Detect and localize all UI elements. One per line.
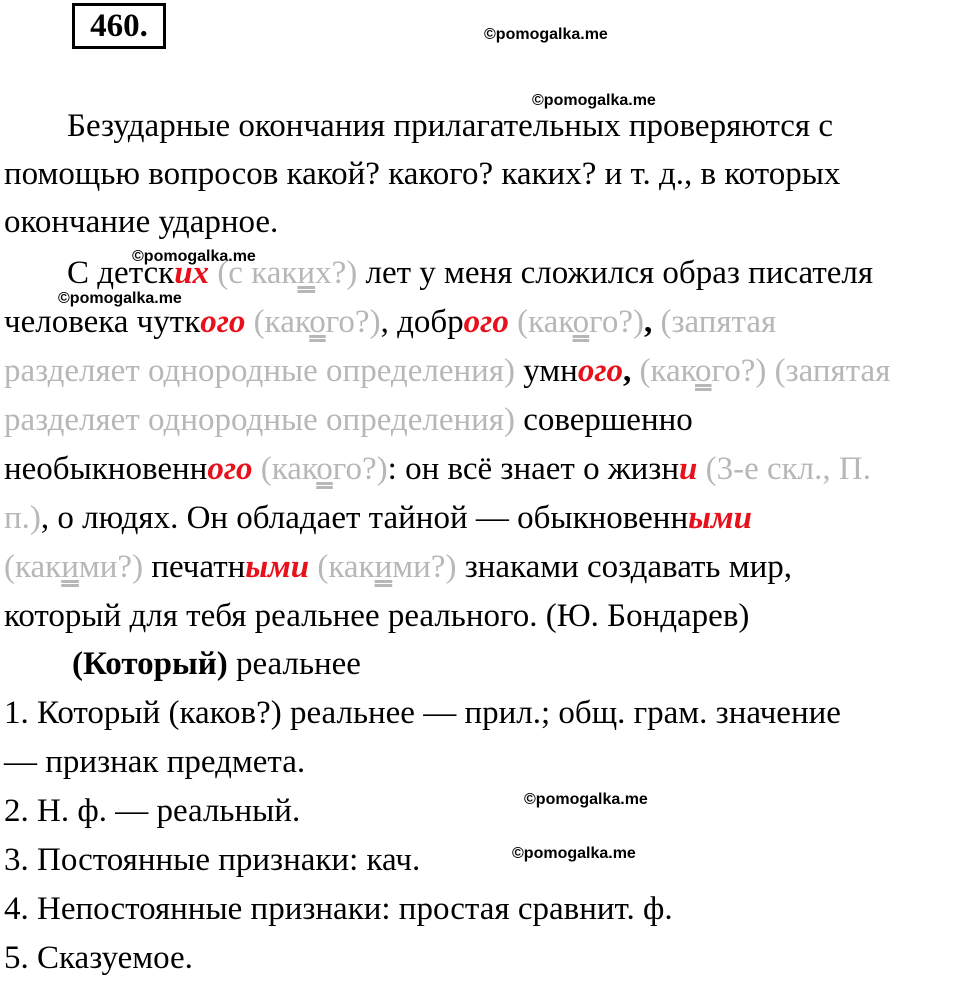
- text: : он всё знает о жизн: [387, 451, 679, 487]
- ending: ого: [577, 353, 624, 389]
- ending: ыми: [245, 549, 310, 585]
- text-line: [4, 450, 871, 488]
- comma: ,: [623, 353, 632, 389]
- analysis-heading: [72, 645, 361, 683]
- hint: (с каких?): [217, 255, 358, 291]
- analysis-item: 2. Н. ф. — реальный.: [4, 793, 301, 829]
- text-line: [4, 352, 890, 390]
- analysis-item: — признак предмета.: [4, 744, 306, 780]
- text-line: [4, 499, 752, 537]
- text: умн: [523, 353, 578, 389]
- text: С детск: [67, 255, 175, 291]
- hint: разделяет однородные определения): [4, 402, 515, 438]
- analysis-item: 1. Который (каков?) реальнее — прил.; общ. грам. значение: [4, 695, 841, 731]
- text: печатн: [151, 549, 246, 585]
- analysis-item: 4. Непостоянные признаки: простая сравнит. ф.: [4, 891, 673, 927]
- exercise-number: 460.: [72, 3, 166, 49]
- text: , о людях. Он обладает тайной — обыкновенн: [40, 500, 689, 536]
- text: лет у меня сложился образ писателя: [365, 255, 874, 291]
- text-line: [4, 401, 693, 439]
- hint: (какого?): [517, 304, 644, 340]
- intro-line: окончание ударное.: [4, 204, 279, 240]
- hint: (какими?): [4, 549, 144, 585]
- intro-line: Безударные окончания прилагательных проверяются с: [67, 108, 834, 144]
- text: совершенно: [523, 402, 693, 438]
- hint: (запятая: [660, 304, 777, 340]
- text-line: [4, 548, 792, 586]
- ending: ыми: [688, 500, 752, 536]
- hint: разделяет однородные определения): [4, 353, 515, 389]
- watermark: ©pomogalka.me: [524, 791, 648, 808]
- analysis-item: 5. Сказуемое.: [4, 940, 193, 976]
- text: знаками создавать мир,: [464, 549, 792, 585]
- text-line: [4, 303, 776, 341]
- heading-bold: (Который): [72, 646, 228, 682]
- hint: п.): [4, 500, 41, 536]
- ending: их: [174, 255, 210, 291]
- text-line: [67, 254, 873, 292]
- intro-line: помощью вопросов какой? какого? каких? и т. д., в которых: [4, 156, 841, 192]
- watermark: ©pomogalka.me: [58, 290, 182, 307]
- text: , добр: [380, 304, 464, 340]
- ending: ого: [207, 451, 253, 487]
- analysis-item: 3. Постоянные признаки: кач.: [4, 842, 421, 878]
- comma: ,: [643, 304, 653, 340]
- hint: (какого?) (запятая: [639, 353, 891, 389]
- watermark: ©pomogalka.me: [132, 248, 256, 265]
- ending: и: [678, 451, 698, 487]
- text: необыкновенн: [4, 451, 208, 487]
- watermark: ©pomogalka.me: [512, 845, 636, 862]
- hint: (3-е скл., П.: [705, 451, 871, 487]
- heading-word: реальнее: [236, 646, 361, 682]
- watermark: ©pomogalka.me: [532, 92, 656, 109]
- hint: (какими?): [317, 549, 457, 585]
- text-line: который для тебя реальнее реального. (Ю. Бондарев): [4, 598, 750, 634]
- text: человека чутк: [4, 304, 201, 340]
- ending: ого: [463, 304, 509, 340]
- hint: (какого?): [260, 451, 388, 487]
- hint: (какого?): [253, 304, 381, 340]
- watermark: ©pomogalka.me: [484, 26, 608, 43]
- ending: ого: [200, 304, 246, 340]
